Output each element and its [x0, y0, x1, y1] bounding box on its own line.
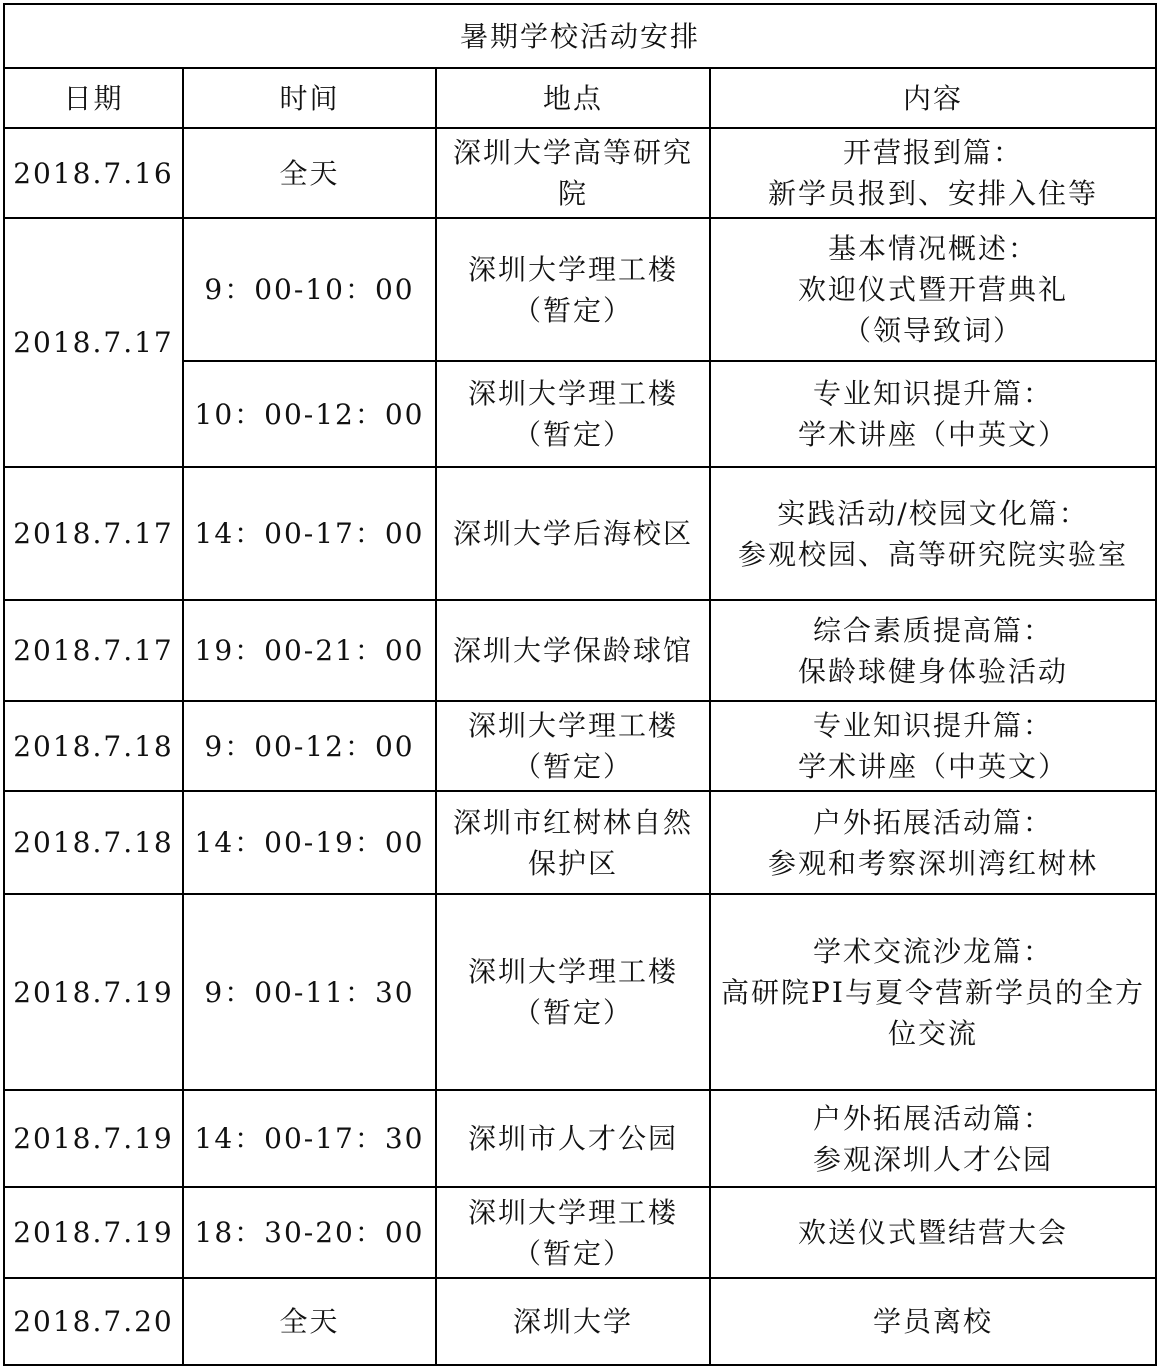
date-cell: 2018.7.17 [4, 467, 183, 600]
table-row [4, 1090, 1156, 1187]
schedule-table [3, 3, 1157, 1366]
content-cell: 开营报到篇： 新学员报到、安排入住等 [710, 128, 1156, 218]
table-row [4, 1278, 1156, 1365]
time-cell: 全天 [183, 1278, 436, 1365]
date-cell: 2018.7.20 [4, 1278, 183, 1365]
time-cell: 14：00-19：00 [183, 791, 436, 894]
content-cell: 学术交流沙龙篇： 高研院PI与夏令营新学员的全方位交流 [710, 894, 1156, 1090]
content-cell: 学员离校 [710, 1278, 1156, 1365]
table-row [4, 791, 1156, 894]
date-cell: 2018.7.19 [4, 894, 183, 1090]
date-cell: 2018.7.19 [4, 1090, 183, 1187]
table-row [4, 600, 1156, 701]
content-cell: 专业知识提升篇： 学术讲座（中英文） [710, 361, 1156, 467]
time-cell: 18：30-20：00 [183, 1187, 436, 1278]
time-cell: 9：00-10：00 [183, 218, 436, 361]
table-row [4, 894, 1156, 1090]
table-title: 暑期学校活动安排 [4, 4, 1156, 68]
place-cell: 深圳大学高等研究院 [436, 128, 710, 218]
place-cell: 深圳大学后海校区 [436, 467, 710, 600]
content-cell: 基本情况概述： 欢迎仪式暨开营典礼 （领导致词） [710, 218, 1156, 361]
date-cell: 2018.7.18 [4, 701, 183, 791]
time-cell: 9：00-11：30 [183, 894, 436, 1090]
place-cell: 深圳市人才公园 [436, 1090, 710, 1187]
place-cell: 深圳大学理工楼 （暂定） [436, 1187, 710, 1278]
content-cell: 户外拓展活动篇： 参观和考察深圳湾红树林 [710, 791, 1156, 894]
place-cell: 深圳大学 [436, 1278, 710, 1365]
content-cell: 专业知识提升篇： 学术讲座（中英文） [710, 701, 1156, 791]
place-cell: 深圳大学保龄球馆 [436, 600, 710, 701]
table-row [4, 701, 1156, 791]
date-cell: 2018.7.18 [4, 791, 183, 894]
time-cell: 9：00-12：00 [183, 701, 436, 791]
header-content: 内容 [710, 68, 1156, 128]
title-row [4, 4, 1156, 68]
header-date: 日期 [4, 68, 183, 128]
time-cell: 10：00-12：00 [183, 361, 436, 467]
date-cell: 2018.7.17 [4, 600, 183, 701]
table-row [4, 1187, 1156, 1278]
table-row [4, 467, 1156, 600]
place-cell: 深圳大学理工楼 （暂定） [436, 701, 710, 791]
header-time: 时间 [183, 68, 436, 128]
table-row [4, 128, 1156, 218]
time-cell: 全天 [183, 128, 436, 218]
content-cell: 欢送仪式暨结营大会 [710, 1187, 1156, 1278]
place-cell: 深圳大学理工楼 （暂定） [436, 894, 710, 1090]
date-cell: 2018.7.19 [4, 1187, 183, 1278]
time-cell: 19：00-21：00 [183, 600, 436, 701]
table-row [4, 218, 1156, 361]
date-cell: 2018.7.16 [4, 128, 183, 218]
header-row [4, 68, 1156, 128]
place-cell: 深圳市红树林自然保护区 [436, 791, 710, 894]
time-cell: 14：00-17：00 [183, 467, 436, 600]
place-cell: 深圳大学理工楼 （暂定） [436, 361, 710, 467]
time-cell: 14：00-17：30 [183, 1090, 436, 1187]
content-cell: 户外拓展活动篇： 参观深圳人才公园 [710, 1090, 1156, 1187]
content-cell: 实践活动/校园文化篇： 参观校园、高等研究院实验室 [710, 467, 1156, 600]
place-cell: 深圳大学理工楼 （暂定） [436, 218, 710, 361]
header-place: 地点 [436, 68, 710, 128]
date-cell: 2018.7.17 [4, 218, 183, 467]
content-cell: 综合素质提高篇： 保龄球健身体验活动 [710, 600, 1156, 701]
